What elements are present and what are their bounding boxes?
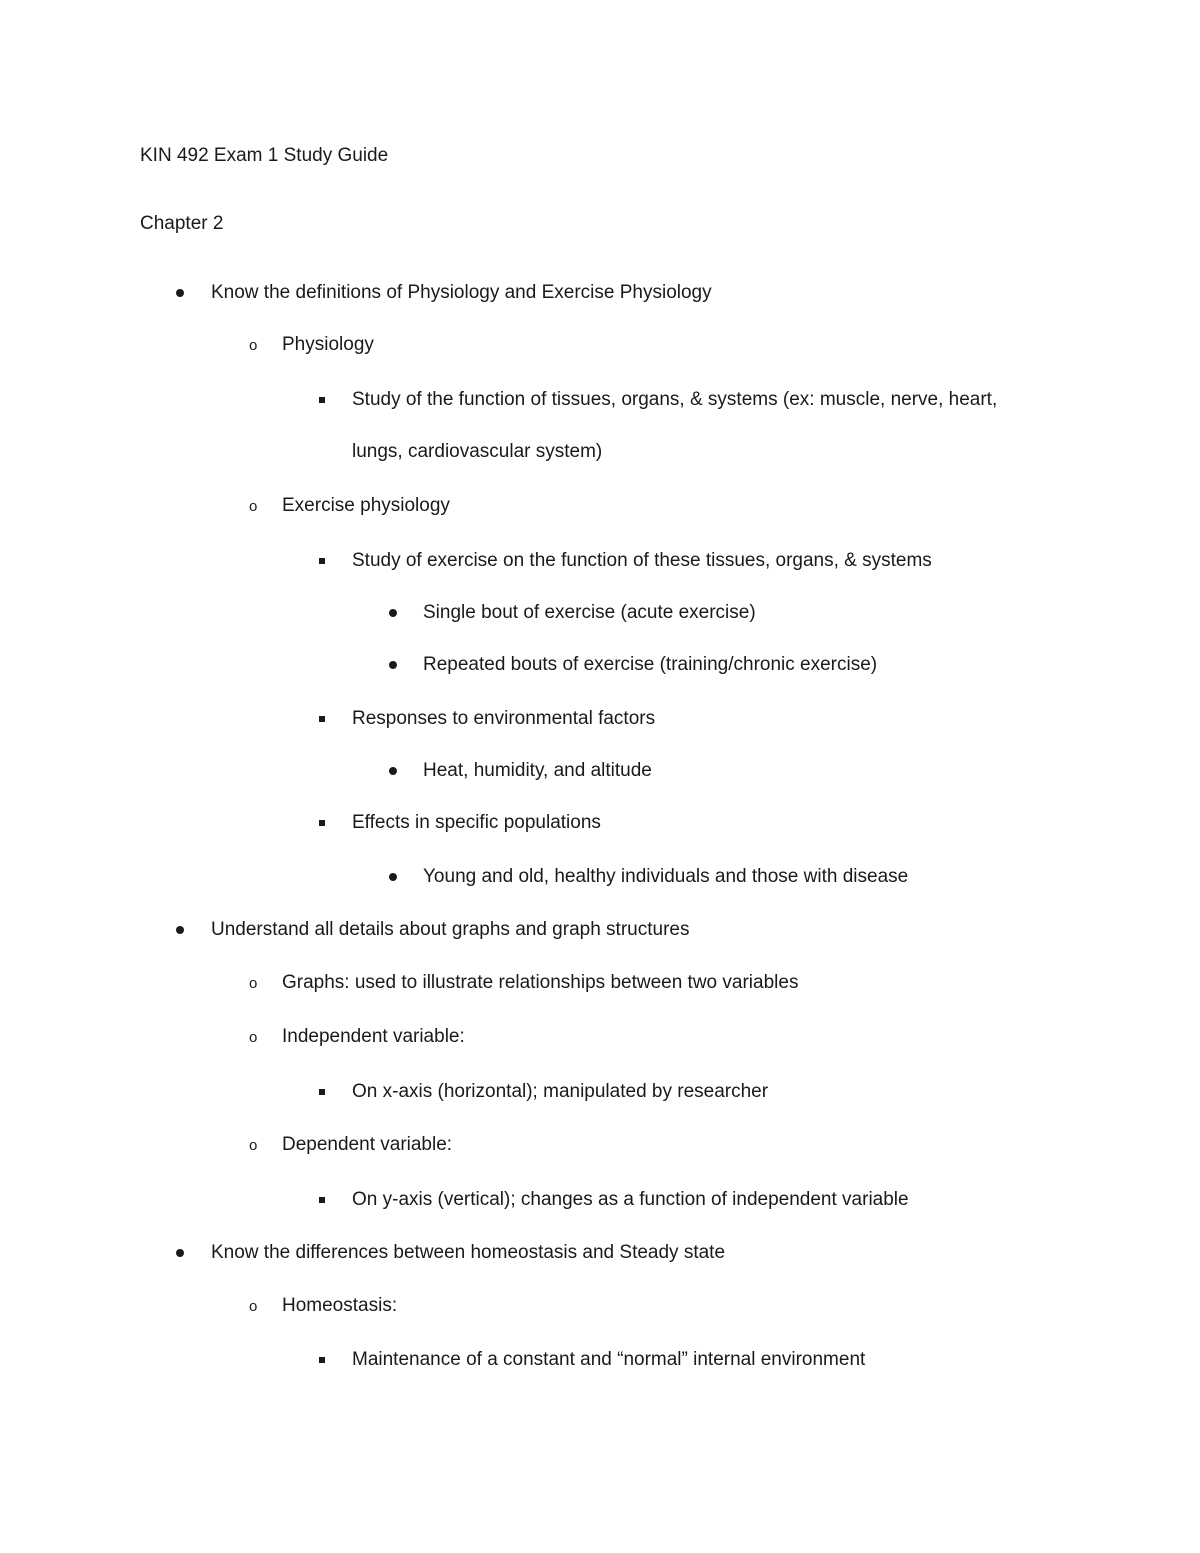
bullet-square-icon xyxy=(319,397,325,403)
bullet-square-icon xyxy=(319,1089,325,1095)
bullet-disc-icon xyxy=(176,1249,184,1257)
bullet-square-icon xyxy=(319,716,325,722)
outline-item-level-3: On y-axis (vertical); changes as a function of independent variable xyxy=(352,1189,909,1210)
bullet-circle-icon: o xyxy=(249,337,258,354)
outline-item-level-3: Effects in specific populations xyxy=(352,812,601,833)
bullet-circle-icon: o xyxy=(249,498,258,515)
bullet-disc-icon xyxy=(176,926,184,934)
bullet-disc-icon xyxy=(389,767,397,775)
document-title: KIN 492 Exam 1 Study Guide xyxy=(140,145,389,166)
outline-item-level-4: Heat, humidity, and altitude xyxy=(423,760,652,781)
bullet-square-icon xyxy=(319,1197,325,1203)
outline-item-level-2: Physiology xyxy=(282,334,374,355)
bullet-square-icon xyxy=(319,558,325,564)
bullet-square-icon xyxy=(319,820,325,826)
bullet-disc-icon xyxy=(389,609,397,617)
outline-item-level-3: Study of exercise on the function of these tissues, organs, & systems xyxy=(352,550,932,571)
outline-item-level-3: Study of the function of tissues, organs, & systems (ex: muscle, nerve, heart, xyxy=(352,389,998,410)
outline-item-level-1: Understand all details about graphs and graph structures xyxy=(211,919,690,940)
bullet-circle-icon: o xyxy=(249,1029,258,1046)
outline-item-level-4: Repeated bouts of exercise (training/chronic exercise) xyxy=(423,654,878,675)
bullet-circle-icon: o xyxy=(249,1137,258,1154)
chapter-heading: Chapter 2 xyxy=(140,213,224,234)
outline-item-level-2: Dependent variable: xyxy=(282,1134,453,1155)
bullet-disc-icon xyxy=(176,289,184,297)
outline-item-level-2: Exercise physiology xyxy=(282,495,450,516)
outline-item-level-2: Independent variable: xyxy=(282,1026,465,1047)
bullet-square-icon xyxy=(319,1357,325,1363)
outline-item-level-3: Responses to environmental factors xyxy=(352,708,656,729)
bullet-disc-icon xyxy=(389,661,397,669)
outline-item-level-2: Graphs: used to illustrate relationships between two variables xyxy=(282,972,799,993)
outline-item-level-3: On x-axis (horizontal); manipulated by researcher xyxy=(352,1081,769,1102)
bullet-circle-icon: o xyxy=(249,975,258,992)
outline-item-level-3: Maintenance of a constant and “normal” internal environment xyxy=(352,1349,866,1370)
outline-item-level-3: lungs, cardiovascular system) xyxy=(352,441,603,462)
outline-item-level-2: Homeostasis: xyxy=(282,1295,398,1316)
outline-item-level-1: Know the definitions of Physiology and Exercise Physiology xyxy=(211,282,712,303)
outline-item-level-1: Know the differences between homeostasis and Steady state xyxy=(211,1242,726,1263)
bullet-circle-icon: o xyxy=(249,1298,258,1315)
bullet-disc-icon xyxy=(389,873,397,881)
outline-item-level-4: Single bout of exercise (acute exercise) xyxy=(423,602,756,623)
outline-item-level-4: Young and old, healthy individuals and those with disease xyxy=(423,866,909,887)
